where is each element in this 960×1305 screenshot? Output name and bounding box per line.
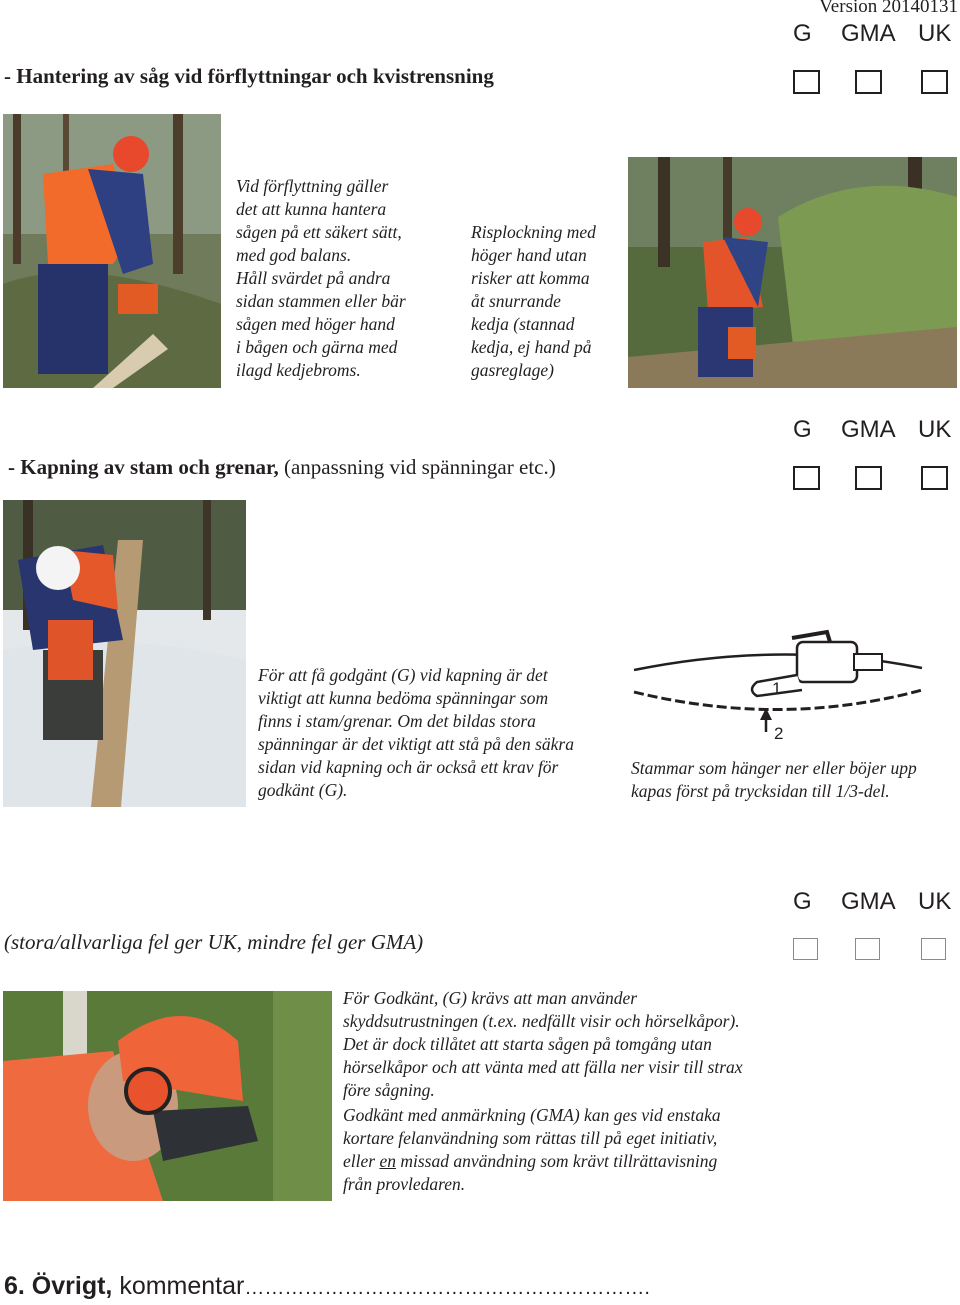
paragraph-gma-conditions-b: missad användning som krävt tillrättavisning från provledaren.: [343, 1151, 718, 1194]
caption-tension-assessment: För att få godgänt (G) vid kapning är det viktigt att kunna bedöma spänningar som finns i stam/grenar. Om det bildas stora spänningar är det viktigt att stå på den säkra sidan vid kapning och är också ett krav för godkänt (G).: [258, 665, 574, 800]
grade-label-uk: UK: [918, 888, 952, 915]
section-heading-errors: (stora/allvarliga fel ger UK, mindre fel ger GMA): [4, 930, 424, 954]
photo-protective-gear: [3, 991, 332, 1201]
comment-section-number: 6. Övrigt,: [4, 1272, 113, 1300]
paragraph-gma-underlined-word: en: [379, 1151, 396, 1171]
grade-label-gma: GMA: [841, 20, 896, 47]
grade-label-uk: UK: [918, 20, 952, 47]
photo-brush-clearing: [628, 157, 957, 388]
comment-line: [4, 1272, 650, 1301]
grade-label-uk: UK: [918, 416, 952, 443]
photo-cutting-trunk: [3, 500, 246, 807]
paragraph-protective-requirements: För Godkänt, (G) krävs att man använder skyddsutrustningen (t.ex. nedfällt visir och hörselkåpor). Det är dock tillåtet att starta sågen på tomgång utan hörselkåpor och att vänta med att fälla ner visir till strax före sågning.: [343, 988, 743, 1100]
diagram-label-2: 2: [774, 724, 784, 743]
caption-pressure-side: Stammar som hänger ner eller böjer upp kapas först på trycksidan till 1/3-del.: [631, 758, 917, 801]
comment-label: kommentar: [112, 1272, 245, 1300]
paragraph-gma-conditions: [343, 1104, 803, 1196]
checkbox-uk-2[interactable]: [921, 466, 948, 490]
section-heading-handling: - Hantering av såg vid förflyttningar och kvistrensning: [4, 64, 494, 88]
grade-label-g: G: [793, 416, 812, 443]
caption-saw-transport: Vid förflyttning gäller det att kunna hantera sågen på ett säkert sätt, med god balans. Håll svärdet på andra sidan stammen eller bär sågen med höger hand i bågen och gärna med ilagd kedjebroms.: [236, 176, 406, 380]
grade-labels-1: [0, 20, 960, 50]
checkbox-gma-1[interactable]: [855, 70, 882, 94]
grade-labels-2: [0, 416, 960, 446]
grade-label-gma: GMA: [841, 888, 896, 915]
section-heading-cutting-bold: - Kapning av stam och grenar,: [8, 455, 279, 479]
grade-label-gma: GMA: [841, 416, 896, 443]
checkbox-gma-2[interactable]: [855, 466, 882, 490]
comment-dots[interactable]: …………………………………………………….: [244, 1277, 650, 1299]
checkbox-uk-1[interactable]: [921, 70, 948, 94]
checkbox-gma-3[interactable]: [855, 938, 880, 960]
grade-labels-3: [0, 888, 960, 918]
photo-saw-transport: [3, 114, 221, 388]
section-heading-cutting: [8, 455, 556, 480]
checkbox-uk-3[interactable]: [921, 938, 946, 960]
caption-brush-clearing: Risplockning med höger hand utan risker att komma åt snurrande kedja (stannad kedja, ej hand på gasreglage): [471, 222, 596, 380]
grade-label-g: G: [793, 20, 812, 47]
section-heading-cutting-normal: (anpassning vid spänningar etc.): [278, 455, 556, 479]
paragraph-gma-conditions-a: Godkänt med anmärkning (GMA) kan ges vid enstaka kortare felanvändning som rättas till på eget initiativ, eller: [343, 1105, 721, 1171]
diagram-label-1: 1: [772, 679, 782, 698]
checkbox-g-2[interactable]: [793, 466, 820, 490]
grade-label-g: G: [793, 888, 812, 915]
checkbox-g-3[interactable]: [793, 938, 818, 960]
checkbox-g-1[interactable]: [793, 70, 820, 94]
version-label: Version 20140131: [819, 0, 958, 17]
